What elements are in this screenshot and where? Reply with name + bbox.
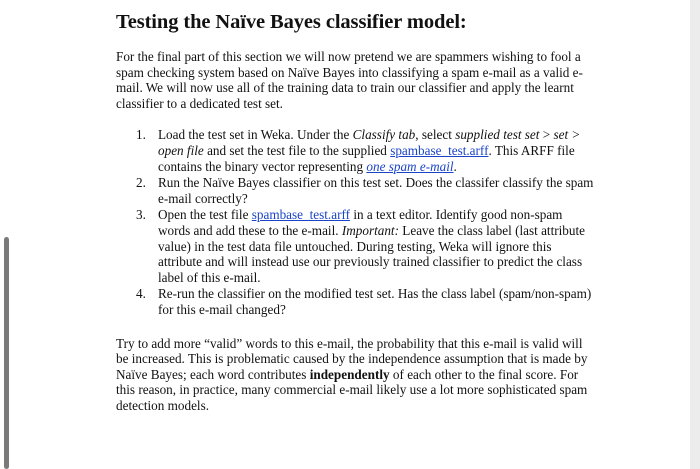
- step-emphasis: Important:: [341, 222, 399, 238]
- step-3: [136, 207, 596, 285]
- test-file-link[interactable]: spambase_test.arff: [390, 142, 489, 158]
- step-text: in a text editor. Identify good non-spam words and add these to the e-mail.: [158, 207, 563, 238]
- outro-paragraph: [116, 336, 596, 414]
- page-content: [116, 9, 596, 413]
- step-text: Run the Naïve Bayes classifier on this test set. Does the classifer classify the spam e-mail correctly?: [158, 175, 594, 206]
- spam-email-link[interactable]: one spam e-mail: [366, 158, 454, 174]
- outro-bold: independently: [309, 366, 390, 382]
- step-number: 2.: [136, 175, 146, 191]
- steps-list: [116, 127, 596, 317]
- step-text: . This ARFF file contains the binary vector representing: [158, 142, 575, 174]
- vertical-scrollbar[interactable]: [4, 237, 9, 469]
- intro-paragraph: For the final part of this section we will now pretend we are spammers wishing to fool a spam checking system based on Naïve Bayes into classifying a spam e-mail as a valid e-mail. We will now use all of the training data to train our classifier and apply the learnt classifier to a dedicated test set.: [116, 49, 583, 111]
- step-number: 4.: [136, 286, 146, 302]
- step-emphasis: set > open file: [158, 127, 581, 158]
- step-1: [136, 127, 596, 174]
- outro-text: Try to add more “valid” words to this e-mail, the probability that this e-mail is valid will be increased. This is problematic caused by the independence assumption that is made by Naïve Bayes; each word contributes: [116, 335, 588, 382]
- step-number: 1.: [136, 127, 146, 143]
- step-text: and set the test file to the supplied: [203, 142, 391, 158]
- step-number: 3.: [136, 207, 146, 223]
- step-text: Open the test file: [158, 207, 252, 223]
- step-4: [136, 286, 596, 317]
- step-text: >: [539, 127, 554, 143]
- step-text: , select: [415, 127, 456, 143]
- step-2: [136, 175, 596, 206]
- step-text: Load the test set in Weka. Under the: [158, 127, 353, 143]
- outro-text: of each other to the final score. For this reason, in practice, many commercial e-mail likely use a lot more sophisticated spam detection models.: [116, 366, 588, 413]
- step-text: Leave the class label (last attribute value) in the test data file untouched. During testing, Weka will ignore this attribute and will instead use our previously trained classifier to predict the class label of this e-mail.: [158, 222, 586, 285]
- step-text: .: [453, 158, 457, 174]
- step-emphasis: Classify tab: [352, 127, 416, 143]
- step-text: Re-run the classifier on the modified test set. Has the class label (spam/non-spam) for this e-mail changed?: [158, 286, 592, 317]
- test-file-link[interactable]: spambase_test.arff: [251, 207, 351, 223]
- step-emphasis: supplied test set: [455, 127, 540, 143]
- section-title: Testing the Naïve Bayes classifier model:: [116, 11, 467, 33]
